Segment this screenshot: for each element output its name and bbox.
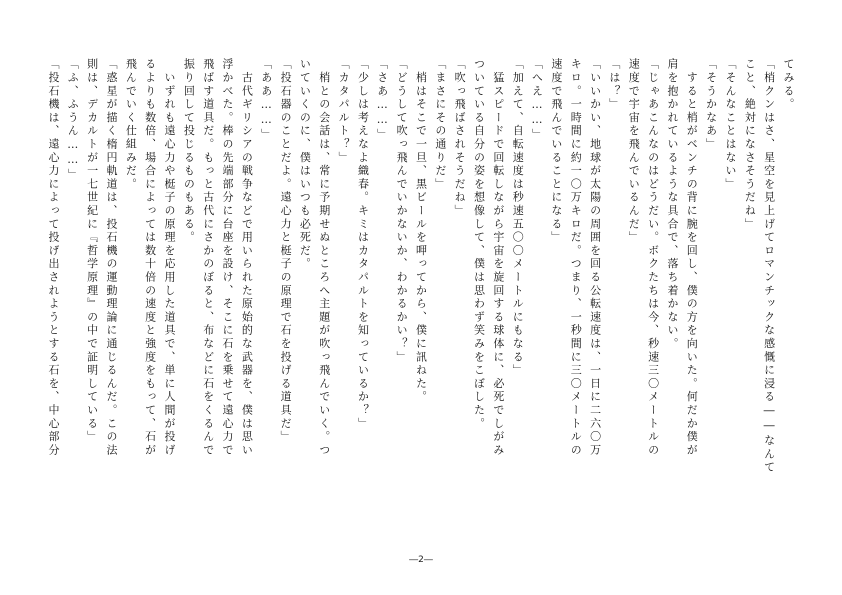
text-line: てみる。 bbox=[782, 58, 795, 112]
text-line: ついている自分の姿を想像して、僕は思わず笑みをこぼした。 bbox=[472, 58, 486, 431]
text-line: 「少しは考えなよ織春。キミはカタパルトを知っているか？」 bbox=[356, 58, 370, 431]
text-line: いていくのに、僕はいつも必死だ。 bbox=[298, 58, 312, 271]
text-line: 肩を抱かれているような具合で、落ち着かない。 bbox=[665, 58, 679, 351]
text-line: 「梢クンはさ、星空を見上げてロマンチックな感慨に浸る――なんて bbox=[762, 58, 776, 475]
text-line: 「まさにその通りだ」 bbox=[433, 58, 447, 191]
text-line: 古代ギリシアの戦争などで用いられた原始的な武器を、僕は思い bbox=[240, 58, 254, 457]
text-line: るよりも数倍、場合によっては数十倍の速度と強度をもって、石が bbox=[143, 58, 157, 457]
text-line: 猛スピードで回転しながら宇宙を旋回する球体に、必死でしがみ bbox=[491, 58, 505, 457]
text-line: 「へえ……」 bbox=[530, 58, 544, 142]
text-line: 「投石器のことだよ。遠心力と梃子の原理で石を投げる道具だ」 bbox=[279, 58, 293, 444]
text-line: すると梢がベンチの背に腕を回し、僕の方を向いた。何だか僕が bbox=[685, 58, 699, 457]
text-line: 「ふ、ふうん……」 bbox=[66, 58, 80, 182]
text-line: 飛ばす道具だ。もっと古代にさかのぼると、布などに石をくるんで bbox=[201, 58, 215, 457]
page-number: ―2― bbox=[409, 555, 433, 565]
text-line: いずれも遠心力や梃子の原理を応用した道具で、単に人間が投げ bbox=[163, 58, 176, 457]
text-line: 飛んでいく仕組みだ。 bbox=[124, 58, 138, 191]
text-line: 梢はそこで一旦、黒ビールを呷ってから、僕に訊ねた。 bbox=[414, 58, 428, 404]
text-line: 「どうして吹っ飛んでいかないか、わかるかい？」 bbox=[395, 58, 409, 364]
text-line: 「惑星が描く楕円軌道は、投石機の運動理論に通じるんだ。この法 bbox=[104, 58, 118, 457]
text-line: こと、絶対になさそうだね」 bbox=[743, 58, 757, 231]
vertical-text-body bbox=[46, 58, 798, 520]
text-line: 「さあ……」 bbox=[375, 58, 389, 142]
text-line: 「いいかい、地球が太陽の周囲を回る公転速度は、一日に二六〇万 bbox=[588, 58, 602, 457]
text-line: 「カタパルト？」 bbox=[337, 58, 351, 165]
text-line: キロ。一時間に約一〇万キロだ。つまり、一秒間に三〇メートルの bbox=[569, 58, 583, 457]
text-line: 則は、デカルトが一七世紀に『哲学原理』の中で証明している」 bbox=[85, 58, 99, 444]
text-line: 振り回して投じるものもある。 bbox=[182, 58, 196, 245]
text-line: 「そんなことはない」 bbox=[723, 58, 737, 191]
text-line: 「投石機は、遠心力によって投げ出されようとする石を、中心部分 bbox=[46, 58, 60, 457]
text-line: 速度で宇宙を飛んでいるんだ」 bbox=[627, 58, 641, 245]
text-line: 梢との会話は、常に予期せぬところへ主題が吹っ飛んでいく。つ bbox=[317, 58, 331, 457]
text-line: 「加えて、自転速度は秒速五〇〇メートルにもなる」 bbox=[511, 58, 525, 378]
text-line: 「は？」 bbox=[607, 58, 621, 112]
text-line: 「そうかなあ」 bbox=[704, 58, 718, 152]
text-line: 浮かべた。棒の先端部分に台座を設け、そこに石を乗せて遠心力で bbox=[221, 58, 235, 457]
text-line: 「ああ……」 bbox=[259, 58, 273, 142]
text-line: 速度で飛んでいることになる」 bbox=[549, 58, 563, 245]
text-line: 「じゃあこんなのはどうだい。ボクたちは今、秒速三〇メートルの bbox=[646, 58, 660, 457]
text-line: 「吹っ飛ばされそうだね」 bbox=[453, 58, 467, 218]
